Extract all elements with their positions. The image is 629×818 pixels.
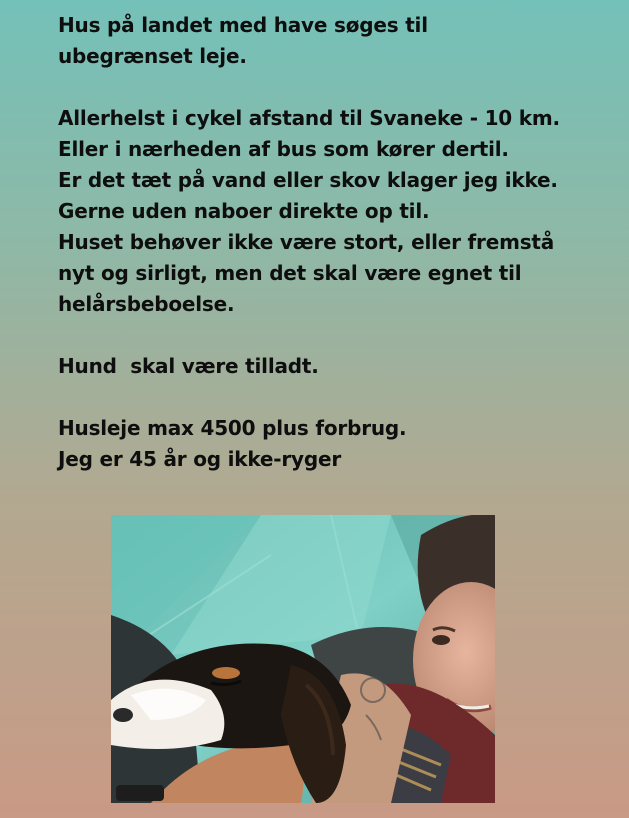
selfie-photo bbox=[111, 515, 495, 803]
text-line: Jeg er 45 år og ikke-ryger bbox=[58, 447, 342, 471]
text-line: Er det tæt på vand eller skov klager jeg ikke. bbox=[58, 168, 558, 192]
paragraph-dog bbox=[58, 351, 618, 382]
story-text bbox=[58, 10, 618, 506]
text-line: Gerne uden naboer direkte op til. bbox=[58, 199, 430, 223]
paragraph-rent bbox=[58, 413, 618, 475]
paragraph-requirements bbox=[58, 103, 618, 320]
paragraph-intro bbox=[58, 10, 618, 72]
text-line: Allerhelst i cykel afstand til Svaneke - 10 km. bbox=[58, 106, 560, 130]
photo-illustration bbox=[111, 515, 495, 803]
text-line: Huset behøver ikke være stort, eller fremstå bbox=[58, 230, 555, 254]
text-line: nyt og sirligt, men det skal være egnet til bbox=[58, 261, 522, 285]
text-line: Eller i nærheden af bus som kører dertil. bbox=[58, 137, 509, 161]
text-line: Hund skal være tilladt. bbox=[58, 354, 319, 378]
text-line: Husleje max 4500 plus forbrug. bbox=[58, 416, 407, 440]
text-line: helårsbeboelse. bbox=[58, 292, 235, 316]
text-line: ubegrænset leje. bbox=[58, 44, 247, 68]
text-line: Hus på landet med have søges til bbox=[58, 13, 428, 37]
